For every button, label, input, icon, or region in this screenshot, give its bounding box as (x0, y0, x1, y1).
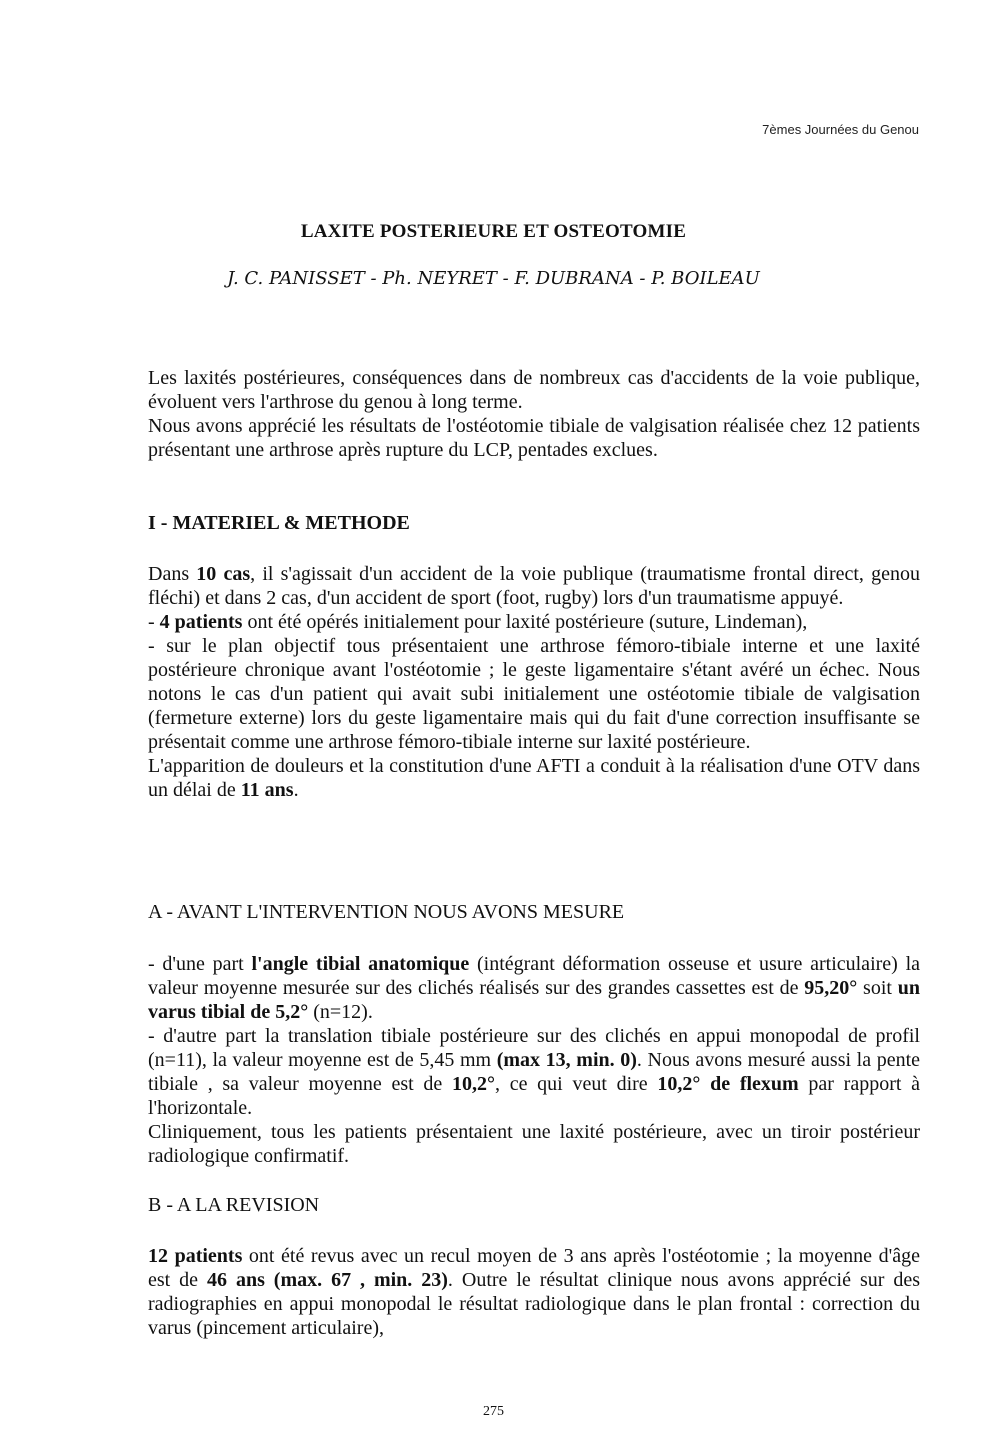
intro-block (148, 366, 920, 462)
text-run: - d'une part (148, 953, 252, 975)
section-materiel-methode-body (148, 562, 920, 802)
text-run: - d'autre part la translation tibiale postérieure sur des clichés en appui monopodal de profil (n=11), la valeur moyenne est de 5,45 mm (148, 1025, 920, 1071)
bold-run: 46 ans (max. 67 , min. 23) (207, 1269, 448, 1291)
bold-run: 4 patients (159, 611, 243, 633)
paragraph-translation-tibiale (148, 1024, 920, 1120)
text-run: (intégrant déformation osseuse et usure articulaire) la valeur moyenne mesurée sur des clichés réalisés sur des grandes cassettes est de (148, 953, 921, 999)
intro-paragraph-1: Les laxités postérieures, conséquences dans de nombreux cas d'accidents de la voie publique, évoluent vers l'arthrose du genou à long terme. (148, 367, 920, 413)
bold-run: l'angle tibial anatomique (251, 953, 470, 975)
section-avant-intervention-body (148, 952, 920, 1168)
text-run: . Outre le résultat clinique nous avons apprécié sur des radiographies en appui monopodal le résultat radiologique dans le plan frontal : correction du varus (pincement articulaire), (148, 1269, 920, 1339)
paragraph-cliniquement: Cliniquement, tous les patients présentaient une laxité postérieure, avec un tiroir postérieur radiologique confirmatif. (148, 1121, 920, 1167)
text-run: ont été opérés initialement pour laxité postérieure (suture, Lindeman), (242, 611, 808, 633)
bold-run: 10,2° de flexum (657, 1073, 799, 1095)
intro-paragraph-2: Nous avons apprécié les résultats de l'ostéotomie tibiale de valgisation réalisée chez 12 patients présentant une arthrose après rupture du LCP, pentades exclues. (148, 415, 920, 461)
text-run: soit (857, 977, 898, 999)
text-run: - (148, 611, 160, 633)
bold-run: 10,2° (452, 1073, 495, 1095)
paragraph-apparition-douleurs (148, 754, 920, 802)
bold-run: (max 13, min. 0) (496, 1049, 637, 1071)
section-heading-materiel-methode: I - MATERIEL & METHODE (148, 512, 410, 534)
bold-run: 95,20° (804, 977, 858, 999)
section-heading-revision: B - A LA REVISION (148, 1194, 320, 1216)
paragraph-accidents (148, 562, 920, 610)
text-run: . Nous avons mesuré aussi la pente tibiale , sa valeur moyenne est de (148, 1049, 921, 1095)
bold-run: 11 ans (240, 779, 294, 801)
running-header: 7èmes Journées du Genou (762, 122, 919, 137)
article-authors: J. C. PANISSET - Ph. NEYRET - F. DUBRANA - P. BOILEAU (227, 268, 760, 289)
paragraph-patients-revus (148, 1244, 920, 1340)
paragraph-angle-tibial (148, 952, 920, 1024)
text-run: , il s'agissait d'un accident de la voie publique (traumatisme frontal direct, genou fléchi) et dans 2 cas, d'un accident de sport (foot, rugby) lors d'un traumatisme appuyé. (148, 563, 920, 609)
text-run: (n=12). (308, 1001, 373, 1023)
section-revision-body (148, 1244, 920, 1340)
bold-run: 12 patients (148, 1245, 243, 1267)
text-run: par rapport à l'horizontale. (148, 1073, 921, 1119)
paragraph-patients-operes (148, 610, 920, 634)
text-run: , ce qui veut dire (495, 1073, 658, 1095)
text-run: . (293, 779, 299, 801)
bold-run: un varus tibial de 5,2° (148, 977, 920, 1023)
page-number: 275 (483, 1404, 504, 1419)
section-heading-avant-intervention: A - AVANT L'INTERVENTION NOUS AVONS MESURE (148, 901, 625, 923)
paragraph-plan-objectif: - sur le plan objectif tous présentaient une arthrose fémoro-tibiale interne et une laxité postérieure chronique avant l'ostéotomie ; le geste ligamentaire s'étant avéré un échec. Nous notons le cas d'un patient qui avait subi initialement une ostéotomie tibiale de valgisation (fermeture externe) lors du geste ligamentaire mais qui du fait d'une correction insuffisante se présentait comme une arthrose fémoro-tibiale interne sur laxité postérieure. (148, 635, 920, 753)
text-run: L'apparition de douleurs et la constitution d'une AFTI a conduit à la réalisation d'une OTV dans un délai de (148, 755, 920, 801)
bold-run: 10 cas (196, 563, 251, 585)
article-title: LAXITE POSTERIEURE ET OSTEOTOMIE (300, 221, 687, 242)
text-run: ont été revus avec un recul moyen de 3 ans après l'ostéotomie ; la moyenne d'âge est de (148, 1245, 920, 1291)
text-run: Dans (148, 563, 197, 585)
